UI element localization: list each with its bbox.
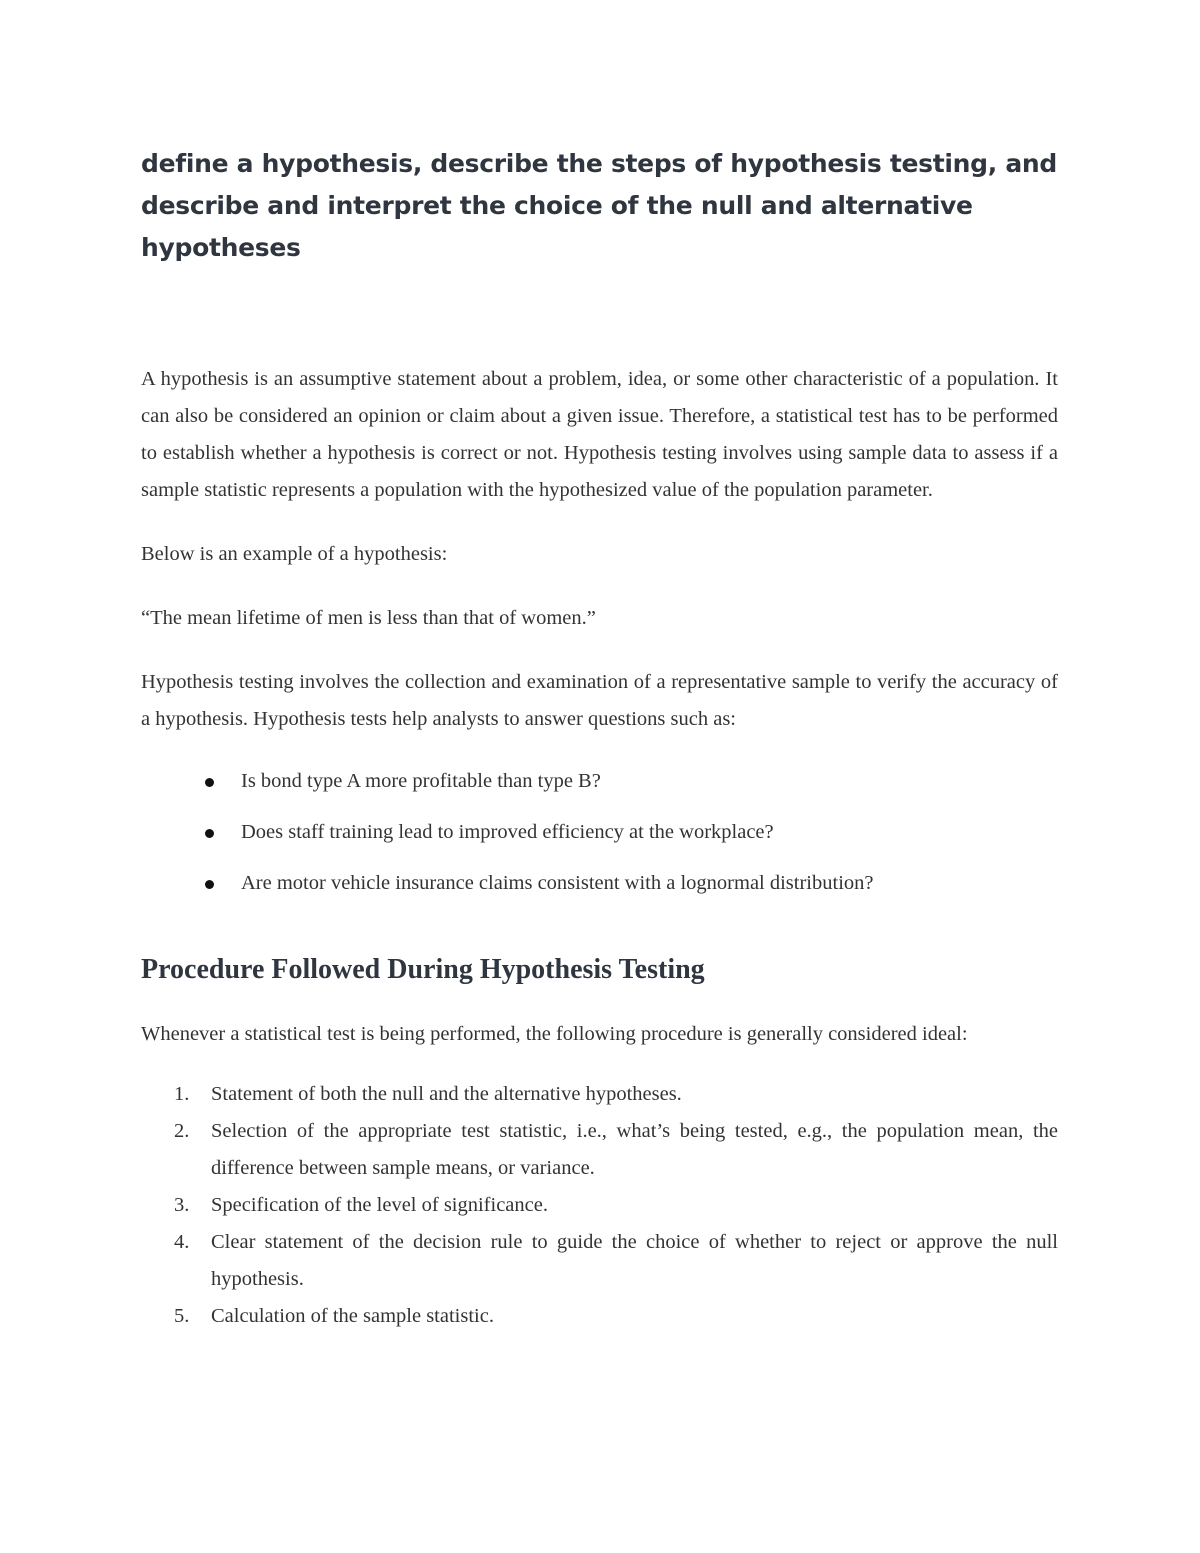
example-intro: Below is an example of a hypothesis: <box>141 543 448 565</box>
procedure-intro: Whenever a statistical test is being performed, the following procedure is generally considered ideal: <box>141 1023 968 1045</box>
step-text: Clear statement of the decision rule to guide the choice of whether to reject or approve the null hypothesis. <box>211 1231 1058 1290</box>
testing-paragraph: Hypothesis testing involves the collection and examination of a representative sample to verify the accuracy of a hypothesis. Hypothesis tests help analysts to answer questions such as: <box>141 671 1058 730</box>
procedure-steps <box>141 1076 1058 1335</box>
question-list <box>141 763 1058 902</box>
bullet-icon <box>205 880 214 889</box>
step-item <box>141 1076 1058 1113</box>
bullet-icon <box>205 778 214 787</box>
list-item <box>141 865 1058 902</box>
list-item <box>141 814 1058 851</box>
step-item <box>141 1187 1058 1224</box>
step-text: Statement of both the null and the alternative hypotheses. <box>211 1083 682 1105</box>
step-item <box>141 1113 1058 1187</box>
list-item-text: Are motor vehicle insurance claims consistent with a lognormal distribution? <box>241 872 874 894</box>
list-item-text: Is bond type A more profitable than type B? <box>241 770 601 792</box>
step-number: 3. <box>174 1194 190 1216</box>
step-number: 4. <box>174 1231 190 1253</box>
list-item-text: Does staff training lead to improved efficiency at the workplace? <box>241 821 774 843</box>
step-number: 2. <box>174 1120 190 1142</box>
step-number: 5. <box>174 1305 190 1327</box>
step-text: Specification of the level of significance. <box>211 1194 548 1216</box>
step-item <box>141 1298 1058 1335</box>
step-text: Calculation of the sample statistic. <box>211 1305 494 1327</box>
section-heading: Procedure Followed During Hypothesis Testing <box>141 954 705 985</box>
bullet-icon <box>205 829 214 838</box>
step-number: 1. <box>174 1083 190 1105</box>
document-title: define a hypothesis, describe the steps of hypothesis testing, and describe and interpret the choice of the null and alternative hypotheses <box>141 149 1058 262</box>
list-item <box>141 763 1058 800</box>
example-quote: “The mean lifetime of men is less than that of women.” <box>141 607 596 629</box>
step-text: Selection of the appropriate test statistic, i.e., what’s being tested, e.g., the population mean, the difference between sample means, or variance. <box>211 1120 1058 1179</box>
intro-paragraph: A hypothesis is an assumptive statement about a problem, idea, or some other characteristic of a population. It can also be considered an opinion or claim about a given issue. Therefore, a statistical test has to be performed to establish whether a hypothesis is correct or not. Hypothesis testing involves using sample data to assess if a sample statistic represents a population with the hypothesized value of the population parameter. <box>141 368 1058 501</box>
document-content <box>141 143 1058 1335</box>
step-item <box>141 1224 1058 1298</box>
